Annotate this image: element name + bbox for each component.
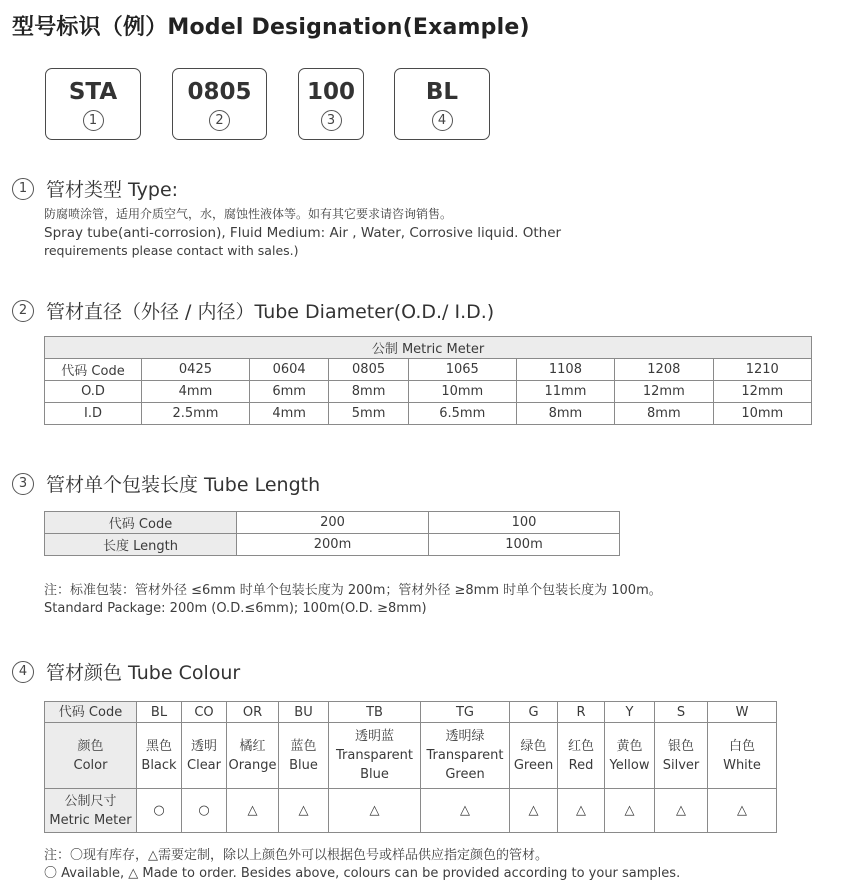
table-cell: Y: [605, 702, 655, 723]
table-cell: 12mm: [615, 381, 713, 403]
circle-number: 4: [12, 661, 34, 683]
table-cell: 0805: [329, 359, 408, 381]
table-cell: [137, 723, 182, 789]
colour-en: Transparent: [426, 748, 504, 763]
table-cell: G: [510, 702, 558, 723]
table-cell: [708, 723, 777, 789]
colour-en: Silver: [662, 757, 700, 773]
code-value: 100: [306, 79, 355, 105]
table-cell: 4mm: [142, 381, 250, 403]
table-cell: [510, 723, 558, 789]
availability-cell: △: [421, 789, 510, 833]
colour-en: Red: [568, 757, 594, 773]
table-cell: 6mm: [249, 381, 328, 403]
row-label: [45, 723, 137, 789]
table-row: [45, 534, 620, 556]
length-note-en: Standard Package: 200m (O.D.≤6mm); 100m(O.D. ≥8mm): [44, 601, 427, 616]
availability-cell: △: [655, 789, 708, 833]
table-title: 公制 Metric Meter: [45, 337, 812, 359]
colour-en: Blue: [360, 767, 389, 782]
table-cell: [558, 723, 605, 789]
table-cell: 1210: [713, 359, 811, 381]
availability-cell: △: [279, 789, 329, 833]
table-cell: W: [708, 702, 777, 723]
circle-number: 4: [432, 110, 453, 131]
table-cell: OR: [227, 702, 279, 723]
colour-note-cn: 注：〇现有库存，△需要定制，除以上颜色外可以根据色号或样品供应指定颜色的管材。: [44, 848, 548, 863]
table-cell: [279, 723, 329, 789]
colour-cn: 蓝色: [290, 738, 317, 754]
table-cell: [421, 723, 510, 789]
table-cell: 100m: [429, 534, 620, 556]
table-cell: [227, 723, 279, 789]
table-cell: [182, 723, 227, 789]
colour-note-en: 〇 Available, △ Made to order. Besides above, colours can be provided according to your samples.: [44, 866, 681, 881]
colour-cn: 绿色: [520, 738, 547, 754]
colour-en: Green: [513, 757, 554, 773]
colour-en: Yellow: [609, 757, 650, 773]
table-cell: [329, 723, 421, 789]
table-cell: 4mm: [249, 403, 328, 425]
diameter-table: [44, 336, 812, 425]
table-cell: 200m: [237, 534, 429, 556]
type-description: [44, 205, 561, 260]
table-cell: 2.5mm: [142, 403, 250, 425]
circle-number: 1: [83, 110, 104, 131]
table-cell: 10mm: [713, 403, 811, 425]
code-value: 0805: [187, 79, 252, 105]
colour-cn: 红色: [567, 738, 594, 754]
table-row: [45, 381, 812, 403]
colour-en: Transparent: [336, 748, 413, 763]
row-label: 代码 Code: [45, 702, 137, 723]
colour-cn: 黄色: [616, 738, 643, 754]
table-cell: 100: [429, 512, 620, 534]
row-label: 代码 Code: [45, 359, 142, 381]
row-label: I.D: [45, 403, 142, 425]
table-row: [45, 789, 777, 833]
colour-en: Blue: [289, 757, 318, 773]
colour-cn: 银色: [667, 738, 694, 754]
code-box-colour: [394, 68, 490, 140]
circle-number: 1: [12, 178, 34, 200]
availability-cell: △: [708, 789, 777, 833]
table-row: [45, 702, 777, 723]
colour-en: Black: [141, 757, 177, 773]
page-title: 型号标识（例）Model Designation(Example): [12, 15, 530, 40]
code-value: BL: [425, 79, 459, 105]
section-title: 管材类型 Type:: [46, 179, 179, 201]
size-label-cn: 公制尺寸: [64, 793, 117, 809]
availability-cell: △: [227, 789, 279, 833]
table-cell: BU: [279, 702, 329, 723]
table-cell: R: [558, 702, 605, 723]
code-box-type: [45, 68, 141, 140]
availability-cell: △: [558, 789, 605, 833]
table-cell: 8mm: [615, 403, 713, 425]
table-cell: TG: [421, 702, 510, 723]
colour-cn: 透明绿: [445, 729, 485, 744]
table-cell: 1065: [408, 359, 516, 381]
table-row: [45, 359, 812, 381]
colour-en: Clear: [187, 757, 221, 773]
table-cell: [655, 723, 708, 789]
table-cell: 8mm: [329, 381, 408, 403]
section-type-heading: [12, 175, 178, 202]
table-cell: 12mm: [713, 381, 811, 403]
table-cell: CO: [182, 702, 227, 723]
code-box-diameter: [172, 68, 267, 140]
availability-cell: ○: [137, 789, 182, 833]
table-cell: 0425: [142, 359, 250, 381]
colour-cn: 橘红: [239, 738, 266, 754]
code-box-length: [298, 68, 364, 140]
colour-cn: 透明蓝: [354, 729, 394, 744]
section-title: 管材直径（外径 / 内径）Tube Diameter(O.D./ I.D.): [46, 301, 495, 323]
colour-cn: 黑色: [145, 738, 172, 754]
section-diameter-heading: [12, 297, 494, 324]
table-cell: 6.5mm: [408, 403, 516, 425]
length-note-cn: 注：标准包装：管材外径 ≤6mm 时单个包装长度为 200m；管材外径 ≥8mm 时单个包装长度为 100m。: [44, 583, 662, 598]
row-label: [45, 789, 137, 833]
row-label: 代码 Code: [45, 512, 237, 534]
circle-number: 2: [12, 300, 34, 322]
table-cell: 0604: [249, 359, 328, 381]
colour-table: [44, 701, 777, 833]
row-label: O.D: [45, 381, 142, 403]
row-label: 长度 Length: [45, 534, 237, 556]
table-cell: [605, 723, 655, 789]
table-row: [45, 512, 620, 534]
type-desc-cn: 防腐喷涂管，适用介质空气，水，腐蚀性液体等。如有其它要求请咨询销售。: [44, 207, 453, 221]
table-cell: 10mm: [408, 381, 516, 403]
table-cell: 1208: [615, 359, 713, 381]
availability-cell: ○: [182, 789, 227, 833]
colour-cn: 白色: [728, 738, 755, 754]
code-value: STA: [68, 79, 118, 105]
section-colour-heading: [12, 658, 240, 685]
table-cell: BL: [137, 702, 182, 723]
availability-cell: △: [605, 789, 655, 833]
length-note: [44, 582, 662, 618]
section-length-heading: [12, 470, 320, 497]
circle-number: 3: [12, 473, 34, 495]
type-desc-en-2: requirements please contact with sales.): [44, 243, 299, 258]
colour-note: [44, 847, 680, 883]
table-row: [45, 723, 777, 789]
length-table: [44, 511, 620, 556]
circle-number: 2: [209, 110, 230, 131]
colour-cn: 透明: [190, 738, 217, 754]
colour-en: White: [723, 757, 761, 773]
table-row: [45, 403, 812, 425]
circle-number: 3: [321, 110, 342, 131]
table-cell: 11mm: [516, 381, 614, 403]
section-title: 管材颜色 Tube Colour: [46, 662, 241, 684]
colour-en: Orange: [228, 757, 277, 773]
table-cell: 8mm: [516, 403, 614, 425]
colour-label-en: Color: [73, 757, 108, 773]
availability-cell: △: [329, 789, 421, 833]
table-cell: S: [655, 702, 708, 723]
colour-label-cn: 颜色: [77, 738, 104, 754]
colour-en: Green: [445, 767, 485, 782]
table-cell: 1108: [516, 359, 614, 381]
table-cell: 200: [237, 512, 429, 534]
size-label-en: Metric Meter: [49, 812, 132, 828]
table-cell: 5mm: [329, 403, 408, 425]
type-desc-en-1: Spray tube(anti-corrosion), Fluid Medium: Air , Water, Corrosive liquid. Other: [44, 225, 562, 241]
table-cell: TB: [329, 702, 421, 723]
section-title: 管材单个包装长度 Tube Length: [46, 474, 321, 496]
availability-cell: △: [510, 789, 558, 833]
